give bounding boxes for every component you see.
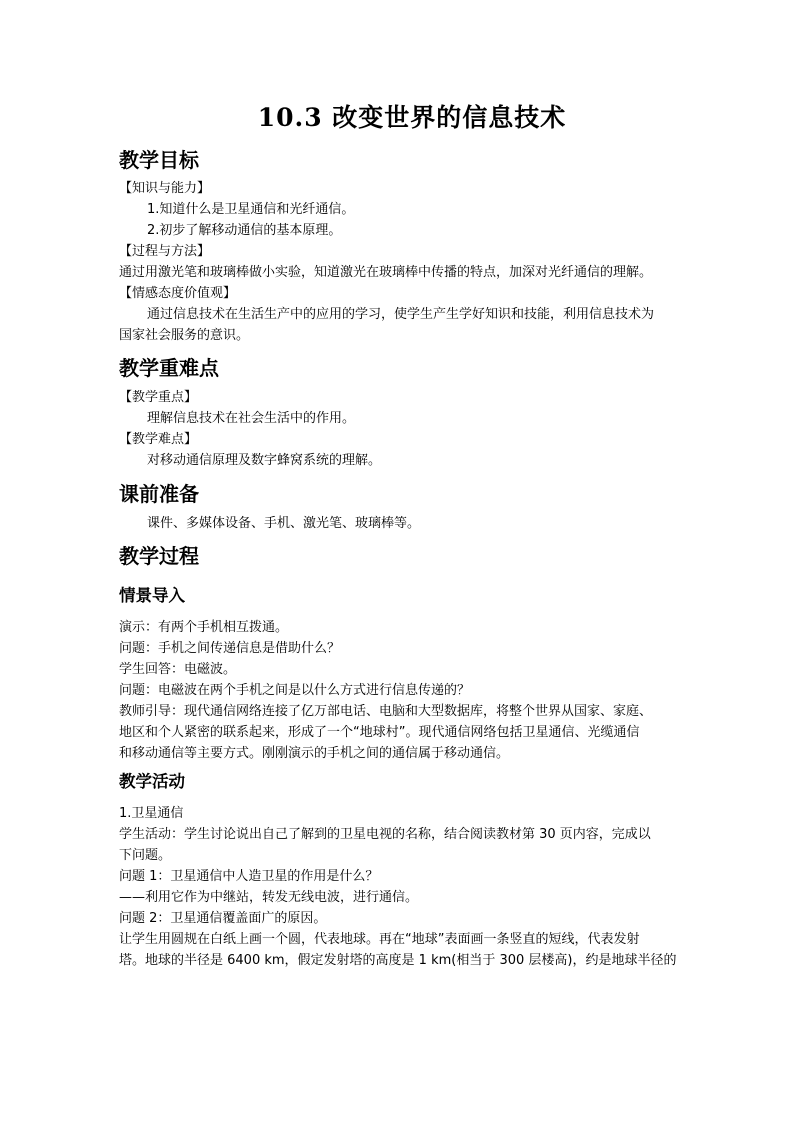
- activity-line-2: 学生活动：学生讨论说出自己了解到的卫星电视的名称，结合阅读教材第 30 页内容，完成以: [119, 827, 651, 842]
- subheading-teaching-activities: 教学活动: [119, 772, 185, 791]
- activity-line-8: 塔。地球的半径是 6400 km，假定发射塔的高度是 1 km(相当于 300 层楼高)，约是地球半径的: [119, 953, 677, 968]
- intro-line-5: 教师引导：现代通信网络连接了亿万部电话、电脑和大型数据库，将整个世界从国家、家庭、: [119, 704, 653, 719]
- activity-line-7: 让学生用圆规在白纸上画一个圆，代表地球。再在“地球”表面画一条竖直的短线，代表发射: [119, 932, 640, 947]
- activity-line-3: 下问题。: [119, 848, 172, 863]
- process-text: 通过用激光笔和玻璃棒做小实验，知道激光在玻璃棒中传播的特点，加深对光纤通信的理解。: [119, 265, 653, 280]
- goal-item-1: 1.知道什么是卫星通信和光纤通信。: [147, 202, 355, 217]
- difficult-point-text: 对移动通信原理及数字蜂窝系统的理解。: [147, 453, 382, 468]
- intro-line-1: 演示：有两个手机相互拨通。: [119, 620, 289, 635]
- intro-line-6: 地区和个人紧密的联系起来，形成了一个“地球村”。现代通信网络包括卫星通信、光缆通信: [119, 725, 640, 740]
- emotion-text-line-2: 国家社会服务的意识。: [119, 328, 250, 343]
- intro-line-3: 学生回答：电磁波。: [119, 662, 237, 677]
- heading-teaching-process: 教学过程: [119, 544, 199, 568]
- label-difficult-point: 【教学难点】: [119, 432, 198, 447]
- intro-line-4: 问题：电磁波在两个手机之间是以什么方式进行信息传递的？: [119, 683, 471, 698]
- emotion-text-line-1: 通过信息技术在生活生产中的应用的学习，使学生产生学好知识和技能，利用信息技术为: [147, 307, 655, 322]
- goal-item-2: 2.初步了解移动通信的基本原理。: [147, 223, 342, 238]
- label-emotion-values: 【情感态度价值观】: [119, 286, 237, 301]
- key-point-text: 理解信息技术在社会生活中的作用。: [147, 411, 356, 426]
- page-title: 10.3 改变世界的信息技术: [257, 103, 567, 132]
- activity-line-6: 问题 2：卫星通信覆盖面广的原因。: [119, 911, 327, 926]
- heading-preparation: 课前准备: [119, 482, 199, 506]
- intro-line-7: 和移动通信等主要方式。刚刚演示的手机之间的通信属于移动通信。: [119, 746, 510, 761]
- intro-line-2: 问题：手机之间传递信息是借助什么？: [119, 641, 341, 656]
- label-process-method: 【过程与方法】: [119, 244, 211, 259]
- label-knowledge-ability: 【知识与能力】: [119, 181, 211, 196]
- activity-line-5: ——利用它作为中继站，转发无线电波，进行通信。: [119, 890, 419, 905]
- subheading-scenario-intro: 情景导入: [119, 586, 185, 605]
- activity-line-4: 问题 1：卫星通信中人造卫星的作用是什么？: [119, 869, 379, 884]
- activity-line-1: 1.卫星通信: [119, 806, 184, 821]
- heading-teaching-goals: 教学目标: [119, 148, 199, 172]
- heading-key-difficult-points: 教学重难点: [119, 356, 219, 380]
- preparation-text: 课件、多媒体设备、手机、激光笔、玻璃棒等。: [147, 516, 421, 531]
- label-key-point: 【教学重点】: [119, 390, 198, 405]
